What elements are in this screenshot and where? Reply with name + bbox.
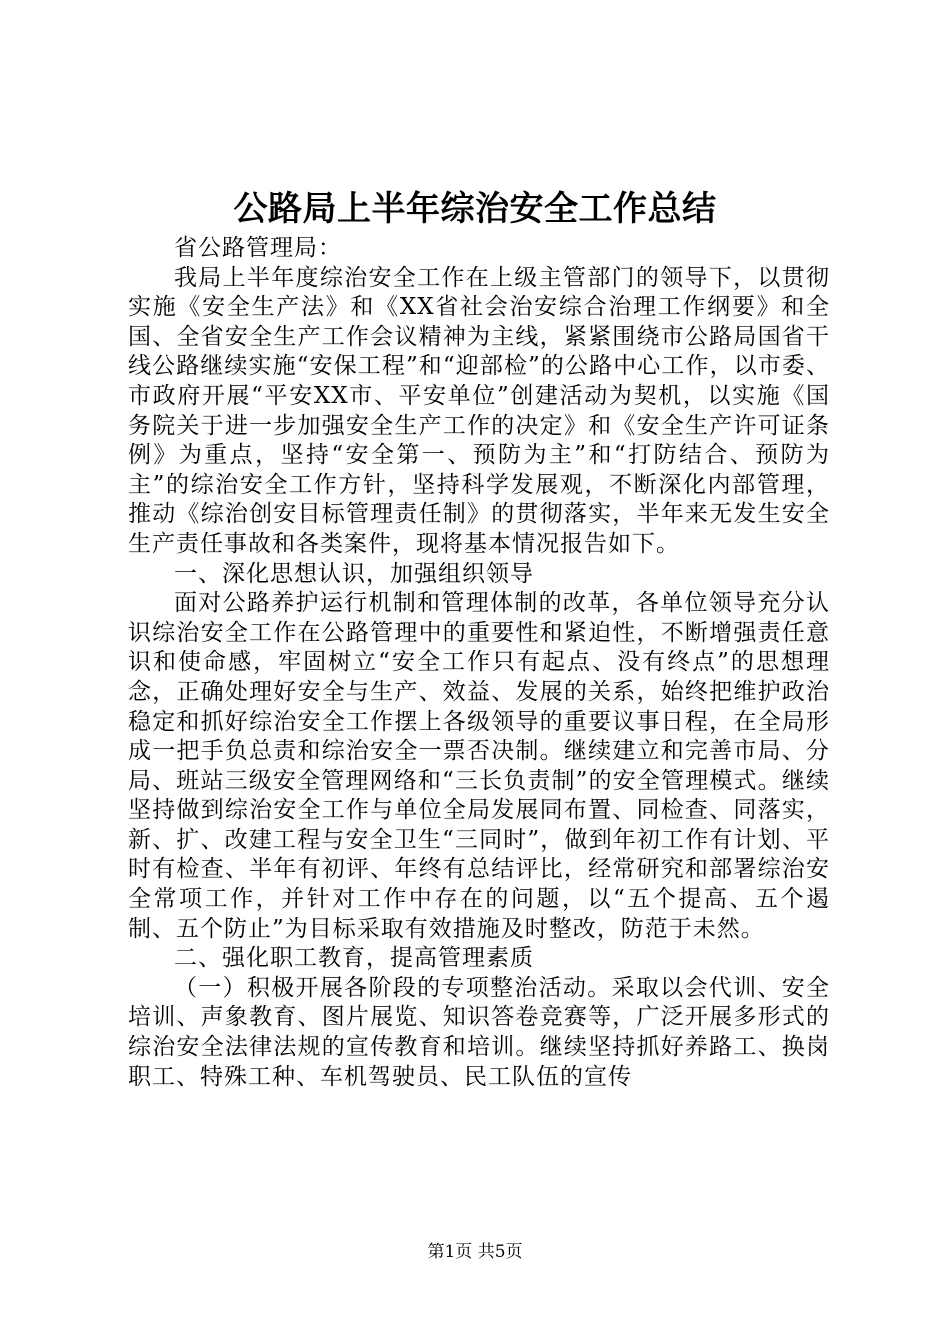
document-title: 公路局上半年综治安全工作总结 bbox=[233, 189, 717, 229]
paragraph-section-2-item-1: （一）积极开展各阶段的专项整治活动。采取以会代训、安全培训、声象教育、图片展览、知识答卷竞赛等，广泛开展多形式的综治安全法律法规的宣传教育和培训。继续坚持抓好养路工、换岗职工、特殊工种、车机驾驶员、民工队伍的宣传 bbox=[128, 974, 830, 1090]
page-number: 第1页 共5页 bbox=[427, 1242, 523, 1262]
document-body bbox=[128, 234, 830, 1092]
salutation: 省公路管理局： bbox=[174, 235, 342, 261]
section-heading-1: 一、深化思想认识，加强组织领导 bbox=[174, 560, 534, 587]
paragraph-intro: 我局上半年度综治安全工作在上级主管部门的领导下，以贯彻实施《安全生产法》和《XX省社会治安综合治理工作纲要》和全国、全省安全生产工作会议精神为主线，紧紧围绕市公路局国省干线公路继续实施“安保工程”和“迎部检”的公路中心工作，以市委、市政府开展“平安XX市、平安单位”创建活动为契机，以实施《国务院关于进一步加强安全生产工作的决定》和《安全生产许可证条例》为重点，坚持“安全第一、预防为主”和“打防结合、预防为主”的综治安全工作方针，坚持科学发展观，不断深化内部管理，推动《综治创安目标管理责任制》的贯彻落实，半年来无发生安全生产责任事故和各类案件，现将基本情况报告如下。 bbox=[128, 264, 830, 557]
section-heading-2: 二、强化职工教育，提高管理素质 bbox=[174, 945, 534, 972]
paragraph-section-1: 面对公路养护运行机制和管理体制的改革，各单位领导充分认识综治安全工作在公路管理中的重要性和紧迫性，不断增强责任意识和使命感，牢固树立“安全工作只有起点、没有终点”的思想理念，正确处理好安全与生产、效益、发展的关系，始终把维护政治稳定和抓好综治安全工作摆上各级领导的重要议事日程，在全局形成一把手负总责和综治安全一票否决制。继续建立和完善市局、分局、班站三级安全管理网络和“三长负责制”的安全管理模式。继续坚持做到综治安全工作与单位全局发展同布置、同检查、同落实，新、扩、改建工程与安全卫生“三同时”，做到年初工作有计划、平时有检查、半年有初评、年终有总结评比，经常研究和部署综治安全常项工作，并针对工作中存在的问题，以“五个提高、五个遏制、五个防止”为目标采取有效措施及时整改，防范于未然。 bbox=[128, 590, 830, 942]
